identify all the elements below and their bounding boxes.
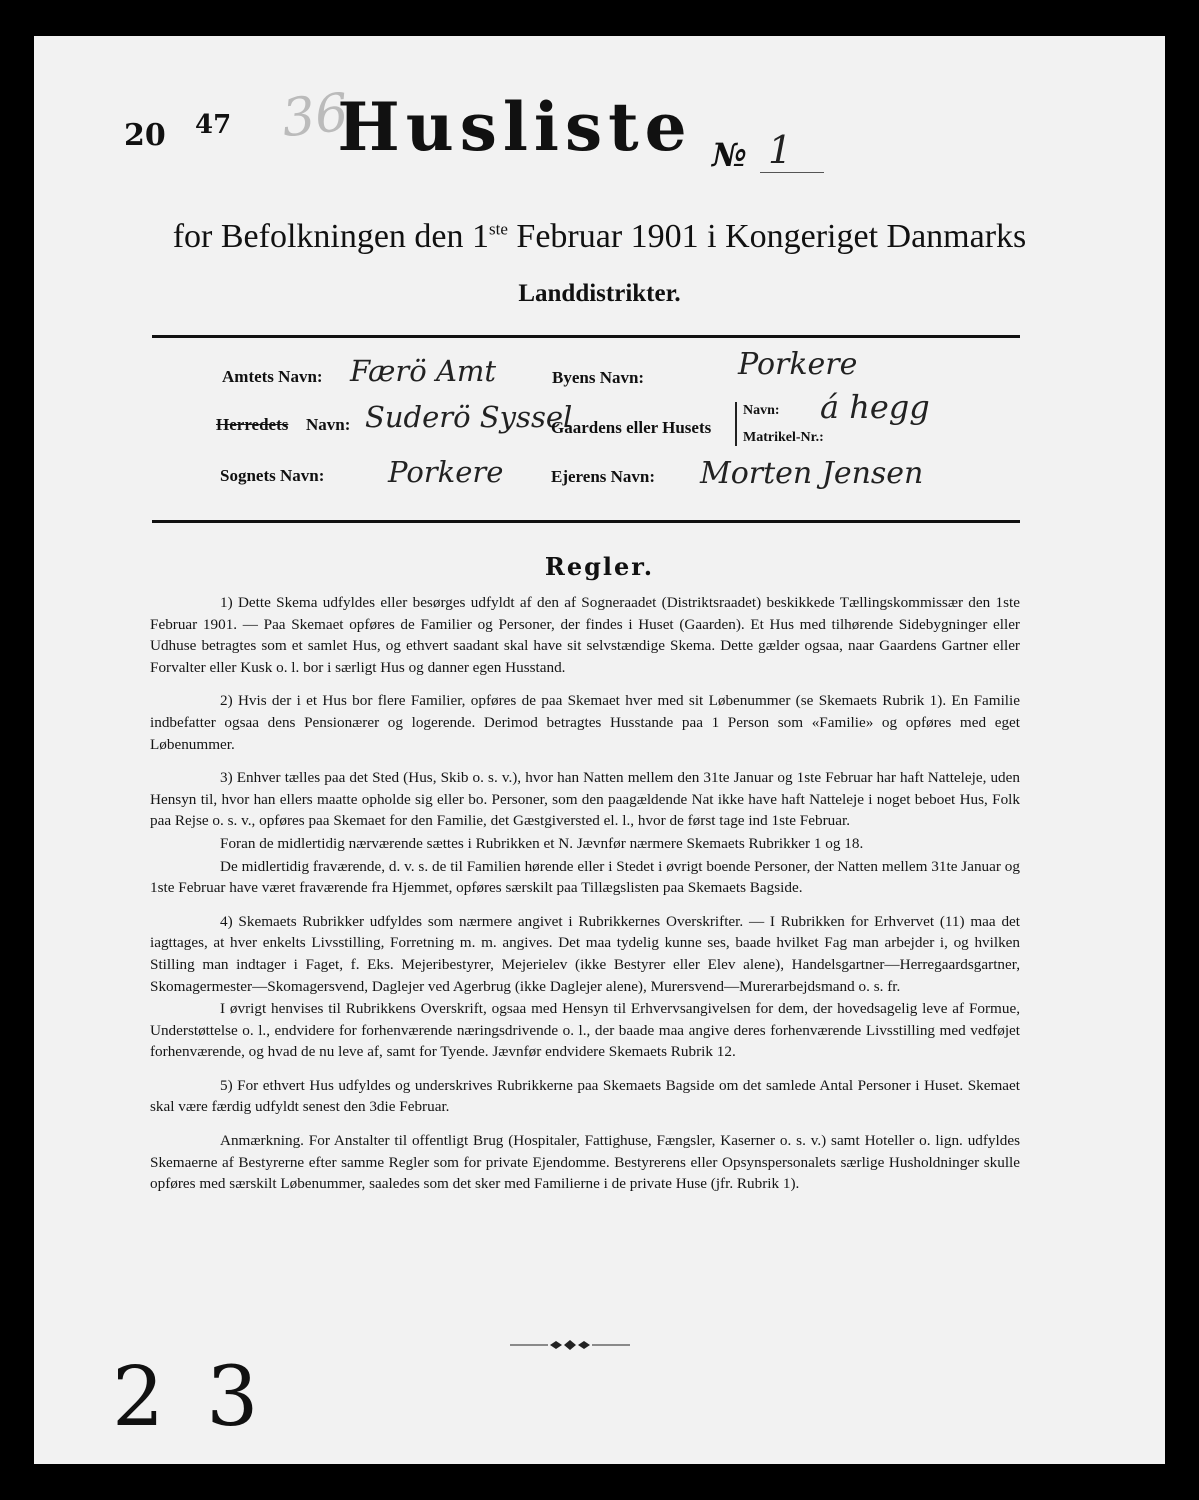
rule-paragraph-4: 4) Skemaets Rubrikker udfyldes som nærmere angivet i Rubrikkernes Overskrifter. — I Rubrikken for Erhvervet (11) maa det iagttages, at hver enkelts Livsstilling, Forretning m. m. angives. Det maa tydelig kunne ses, baade hvilket Fag man arbejder i, og hvilken Stilling man indtager i Faget, f. Eks. Mejeribestyrer, Mejerielev (ikke Bestyrer eller Elev alene), Handelsgartner—Herregaardsgartner, Skomagermester—Skomagersvend, Daglejer ved Agerbrug (ikke Daglejer alene), Murersvend—Murerarbejdsmand o. s. fr. [150,912,1020,995]
sogn-label: Sognets Navn: [220,466,325,485]
rule-paragraph-3: 3) Enhver tælles paa det Sted (Hus, Skib o. s. v.), hvor han Natten mellem den 31te Januar og 1ste Februar har haft Natteleje, uden Hensyn til, hvor han ellers maatte opholde sig eller bo. Personer, som den paagældende Nat ikke have haft Natteleje i noget beboet Hus, Folk paa Rejse o. s. v., opføres paa Skemaet for den Familie, det Gæstgiversted el. l., hvor de først tage ind 1ste Februar. [150,769,1020,830]
number-underline [760,172,824,173]
ejer-label: Ejerens Navn: [551,467,656,486]
rule-annotation: Anmærkning. For Anstalter til offentligt Brug (Hospitaler, Fattighuse, Fængsler, Kaserner o. s. v.) samt Hoteller o. lign. udfyldes Skemaerne af Bestyrerne efter samme Regler som for private Ejendomme. Bestyrerens eller Opsynspersonalets særlige Husholdninger skulle opføres med særskilt Løbenummer, saaledes som det sker med Familierne i de private Huse (jfr. Rubrik 1). [150,1132,1020,1193]
page-title: Husliste [337,88,693,166]
by-value: Porkere [738,347,858,382]
top-divider [152,335,1020,338]
navn-label: Navn: [743,403,780,418]
navn-value: á hegg [820,388,930,426]
herred-value: Suderö Syssel [365,400,573,434]
gaard-label: Gaardens eller Husets [551,418,712,437]
ejer-value: Morten Jensen [700,456,924,491]
amt-label: Amtets Navn: [222,367,323,386]
rule-paragraph-4b: I øvrigt henvises til Rubrikkens Overskrift, ogsaa med Hensyn til Erhvervsangivelsen for dem, der hovedsagelig leve af Formue, Understøttelse o. l., endvidere for forhenværende næringsdrivende o. l., der baade maa angive deres forhenværende Livsstilling med vedføjet forhenværende, og hvad de nu leve af, samt for Tyende. Jævnfør endvidere Skemaets Rubrik 12. [150,1000,1020,1061]
region-heading: Landdistrikter. [518,280,681,307]
stamp-number-left: 20 [124,118,166,153]
subtitle: for Befolkningen den 1ste Februar 1901 i Kongeriget Danmarks [172,218,1027,255]
rule-paragraph-2: 2) Hvis der i et Hus bor flere Familier, opføres de paa Skemaet hver med sit Løbenummer (se Skemaets Rubrik 1). En Familie indbefatter ogsaa dens Pensionærer og logerende. Derimod betragtes Husstande paa 1 Person som «Familie» og opføres med eget Løbenummer. [150,692,1020,753]
by-label: Byens Navn: [552,368,645,387]
rule-paragraph-5: 5) For ethvert Hus udfyldes og underskrives Rubrikkerne paa Skemaets Bagside om det samlede Antal Personer i Huset. Skemaet skal være færdig udfyldt senest den 3die Februar. [150,1076,1020,1116]
stamp-number-right: 47 [195,110,232,140]
rules-heading: Regler. [544,552,655,581]
ornament-divider [510,1338,630,1352]
herred-label-struck: Herredets [216,415,289,434]
bottom-divider [152,520,1020,523]
handwritten-folio-number: 2 3 [112,1350,267,1445]
matrikel-label: Matrikel-Nr.: [743,430,824,445]
pencil-number: 36 [279,82,352,150]
rules-body [150,592,1020,1207]
field-brace [735,402,737,446]
rule-paragraph-3c: De midlertidig fraværende, d. v. s. de til Familien hørende eller i Stedet i øvrigt boende Personer, der Natten mellem 31te Januar og 1ste Februar have været fraværende fra Hjemmet, opføres særskilt paa Tillægslisten paa Skemaets Bagside. [150,857,1020,897]
sogn-value: Porkere [388,455,504,489]
rule-paragraph-3b: Foran de midlertidig nærværende sættes i Rubrikken et N. Jævnfør nærmere Skemaets Rubrikker 1 og 18. [220,834,864,852]
amt-value: Færö Amt [350,354,497,388]
herred-label: Navn: [306,415,351,434]
rule-paragraph-1: 1) Dette Skema udfyldes eller besørges udfyldt af den af Sogneraadet (Distriktsraadet) beskikkede Tællingskommissær den 1ste Februar 1901. — Paa Skemaet opføres de Familier og Personer, der findes i Huset (Gaarden). Et Hus med tilhørende Sidebygninger eller Udhuse betragtes som et samlet Hus, og ethvert saadant skal have sit selvstændige Skema. Dette gælder ogsaa, naar Gaardens Gartner eller Forvalter eller Kusk o. l. bor i særligt Hus og danner egen Husstand. [150,594,1020,676]
number-symbol: № [712,136,747,174]
household-number: 1 [768,128,793,172]
